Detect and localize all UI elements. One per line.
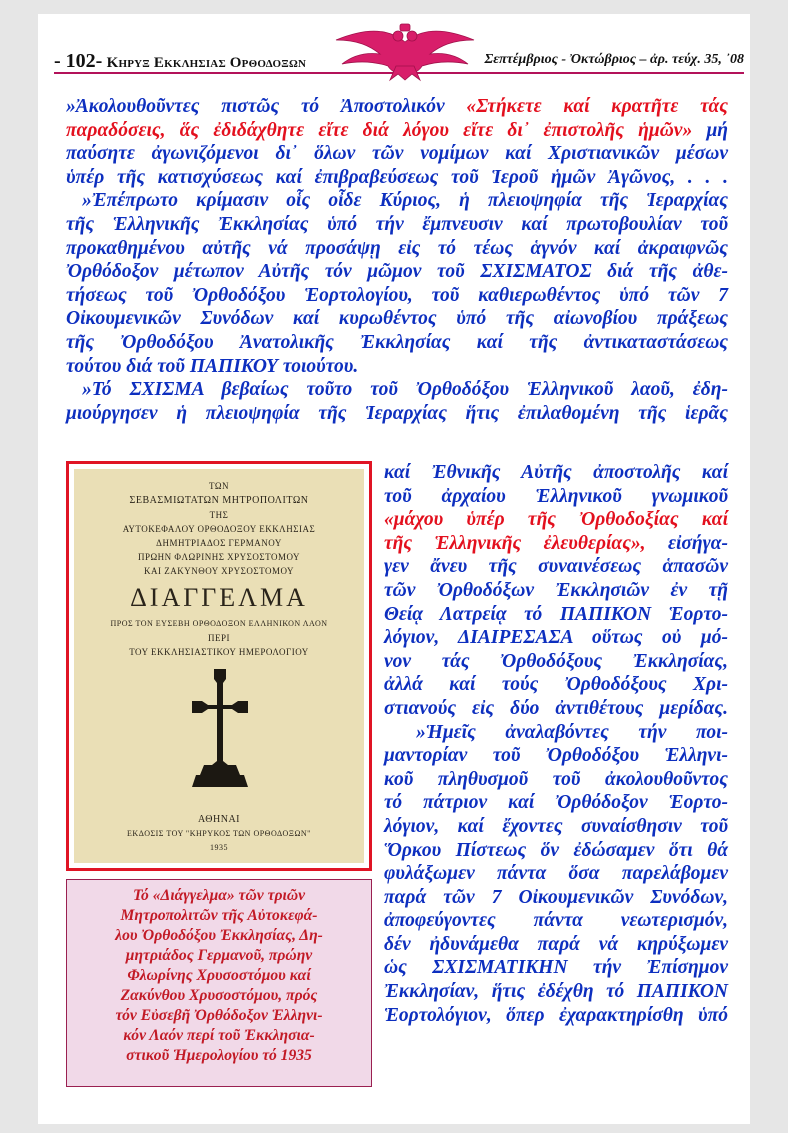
- text-line: ἀλλά καί τούς Ὀρθοδόξους Χρι-: [384, 674, 728, 696]
- text-line: »Ἡμεῖς ἀναλαβόντες τήν ποι-: [416, 721, 728, 743]
- right-text-block: [384, 461, 728, 1027]
- cover-city: ΑΘΗΝΑΙ: [197, 814, 241, 825]
- cover-title: ΔΙΑΓΓΕΛΜΑ: [130, 583, 308, 612]
- text-line: Ἑορτολόγιον, ὅπερ ἐχαρακτηρίσθη ὑπό: [384, 1004, 728, 1026]
- text-line: προκαθημένου αὐτῆς νά προσάψῃ εἰς τό τέως ἁγνόν καί ἀκραιφνῶς: [66, 237, 728, 259]
- text-line: τοῦ ἀρχαίου Ἑλληνικοῦ γνωμικοῦ: [384, 485, 728, 507]
- cover-line: ΤΩΝ: [208, 481, 230, 491]
- diagelma-cover-image: [74, 469, 364, 863]
- caption-line: Φλωρίνης Χρυσοστόμου καί: [127, 967, 311, 984]
- text-line: παραδόσεις, ἅς ἐδιδάχθητε εἴτε διά λόγου εἴτε δι᾿ ἐπιστολῆς ἡμῶν» μή: [66, 119, 728, 141]
- caption-line: Ζακύνθου Χρυσοστόμου, πρός: [120, 987, 318, 1004]
- text-line: καί Ἐθνικῆς Αὐτῆς ἀποστολῆς καί: [384, 462, 728, 483]
- cross-icon: [192, 669, 248, 794]
- caption-line: στικοῦ Ἡμερολογίου τό 1935: [126, 1047, 312, 1064]
- cover-line: ΤΗΣ: [209, 510, 229, 520]
- text-line: »Ἀκολουθοῦντες πιστῶς τό Ἀποστολικόν «Στήκετε καί κρατῆτε τάς: [66, 96, 728, 117]
- text-line: μιούργησεν ἡ πλειοψηφία τῆς Ἱεραρχίας ἥτις ἐπιλαθομένη τῆς ἱερᾶς: [66, 402, 728, 424]
- text-line: τό πάτριον καί Ὀρθόδοξον Ἑορτο-: [384, 792, 728, 814]
- text-line: μαντορίαν τοῦ Ὀρθοδόξου Ἑλληνι-: [384, 745, 728, 767]
- cover-line: ΤΟΥ ΕΚΚΛΗΣΙΑΣΤΙΚΟΥ ΗΜΕΡΟΛΟΓΙΟΥ: [129, 647, 309, 657]
- caption-line: Τό «Διάγγελμα» τῶν τριῶν: [132, 887, 306, 904]
- caption-line: κόν Λαόν περί τοῦ Ἐκκλησια-: [123, 1027, 315, 1044]
- text-line: τῶν Ὀρθοδόξων Ἐκκλησιῶν ἐν τῇ: [384, 579, 728, 601]
- cover-line: ΑΥΤΟΚΕΦΑΛΟΥ ΟΡΘΟΔΟΞΟΥ ΕΚΚΛΗΣΙΑΣ: [122, 524, 316, 534]
- text-line: παρά τῶν 7 Οἰκουμενικῶν Συνόδων,: [384, 886, 728, 908]
- header-left: [54, 50, 306, 73]
- text-line: λόγιον, ΔΙΑΙΡΕΣΑΣΑ οὕτως οὐ μό-: [384, 627, 728, 649]
- page-number: - 102-: [54, 50, 103, 72]
- text-line: Οἰκουμενικῶν Συνόδων καί κυρωθέντος ὑπό τῆς αἰωνοβίου πράξεως: [66, 308, 728, 330]
- text-line: στιανούς εἰς δύο ἀντιθέτους μερίδας.: [384, 697, 728, 719]
- text-line: ὡς ΣΧΙΣΜΑΤΙΚΗΝ τήν Ἐπίσημον: [384, 957, 728, 979]
- text-line: τῆς Ὀρθοδόξου Ἀνατολικῆς Ἐκκλησίας καί τῆς ἀντικαταστάσεως: [66, 331, 728, 353]
- text-line: τῆς Ἑλληνικῆς ἐλευθερίας», εἰσήγα-: [384, 532, 728, 554]
- cover-line: ΔΗΜΗΤΡΙΑΔΟΣ ΓΕΡΜΑΝΟΥ: [156, 538, 282, 548]
- top-text-block: [66, 95, 728, 425]
- text-line: Ὀρθόδοξον μέτωπον Αὐτῆς τόν μῶμον τοῦ ΣΧΙΣΜΑΤΟΣ διά τῆς ἀθε-: [66, 261, 728, 283]
- caption-line: Μητροπολιτῶν τῆς Αὐτοκεφά-: [120, 907, 318, 924]
- text-line: ἀποφεύγοντες πάντα νεωτερισμόν,: [384, 910, 728, 932]
- double-headed-eagle-icon: [330, 22, 480, 82]
- text-line: Θείᾳ Λατρείᾳ τό ΠΑΠΙΚΟΝ Ἑορτο-: [384, 603, 728, 625]
- text-line: δέν ἠδυνάμεθα παρά νά κηρύξωμεν: [384, 933, 728, 955]
- document-photo-frame: [66, 461, 372, 871]
- text-line: λόγιον, καί ἔχοντες συναίσθησιν τοῦ: [384, 815, 728, 837]
- text-line: »Ἐπέπρωτο κρίμασιν οἷς οἶδε Κύριος, ἡ πλειοψηφία τῆς Ἱεραρχίας: [82, 190, 728, 212]
- cover-line: ΣΕΒΑΣΜΙΩΤΑΤΩΝ ΜΗΤΡΟΠΟΛΙΤΩΝ: [129, 495, 309, 506]
- publication-title: Κηρυξ Εκκλησιας Ορθοδοξων: [106, 55, 307, 71]
- cover-publisher: ΕΚΔΟΣΙΣ ΤΟΥ "ΚΗΡΥΚΟΣ ΤΩΝ ΟΡΘΟΔΟΞΩΝ": [127, 829, 311, 838]
- caption-line: τόν Εὐσεβῆ Ὀρθόδοξον Ἑλληνι-: [115, 1007, 323, 1024]
- cover-line: ΚΑΙ ΖΑΚΥΝΘΟΥ ΧΡΥΣΟΣΤΟΜΟΥ: [143, 566, 295, 576]
- text-line: κοῦ πληθυσμοῦ τοῦ ἀκολουθοῦντος: [384, 768, 728, 790]
- cover-year: 1935: [210, 843, 228, 852]
- text-line: Ὅρκου Πίστεως ὅν ἐδώσαμεν ὅτι θά: [384, 839, 728, 861]
- issue-info: Σεπτέμβριος - Ὀκτώβριος – ἀρ. τεύχ. 35, ᾿08: [484, 52, 744, 67]
- text-line: ὑπέρ τῆς κατισχύσεως καί ἐπιβραβεύσεως τοῦ Ἱεροῦ ἡμῶν Ἀγῶνος, . . .: [66, 166, 728, 188]
- text-line: τήσεως τοῦ Ὀρθοδόξου Ἑορτολογίου, τοῦ καθιερωθέντος ὑπό τῶν 7: [66, 284, 728, 306]
- caption-line: μητριάδος Γερμανοῦ, πρώην: [125, 947, 313, 964]
- text-line: γεν ἄνευ τῆς συναινέσεως ἁπασῶν: [384, 556, 728, 578]
- text-line: τῆς Ἑλληνικῆς Ἐκκλησίας ὑπό τήν ἔμπνευσιν καί πρωτοβουλίαν τοῦ: [66, 213, 728, 235]
- text-line: «μάχου ὑπέρ τῆς Ὀρθοδοξίας καί: [384, 509, 728, 531]
- cover-line: ΠΡΟΣ ΤΟΝ ΕΥΣΕΒΗ ΟΡΘΟΔΟΞΟΝ ΕΛΛΗΝΙΚΟΝ ΛΑΟΝ: [110, 619, 328, 628]
- text-line: παύσητε ἀγωνιζόμενοι δι᾿ ὅλων τῶν νομίμων καί Χριστιανικῶν μέσων: [66, 143, 728, 165]
- text-line: νον τάς Ὀρθοδόξους Ἐκκλησίας,: [384, 650, 728, 672]
- text-line: Ἐκκλησίαν, ἥτις ἐδέχθη τό ΠΑΠΙΚΟΝ: [384, 981, 728, 1003]
- caption-line: λου Ὀρθοδόξου Ἐκκλησίας, Δη-: [115, 927, 323, 944]
- image-caption: [66, 879, 372, 1087]
- text-line: φυλάξωμεν πάντα ὅσα παρελάβομεν: [384, 863, 728, 885]
- text-line: »Τό ΣΧΙΣΜΑ βεβαίως τοῦτο τοῦ Ὀρθοδόξου Ἑλληνικοῦ λαοῦ, ἐδη-: [82, 379, 728, 401]
- text-line: τούτου διά τοῦ ΠΑΠΙΚΟΥ τοιούτου.: [66, 355, 359, 377]
- cover-line: ΠΡΩΗΝ ΦΛΩΡΙΝΗΣ ΧΡΥΣΟΣΤΟΜΟΥ: [137, 552, 301, 562]
- cover-line: ΠΕΡΙ: [208, 633, 230, 643]
